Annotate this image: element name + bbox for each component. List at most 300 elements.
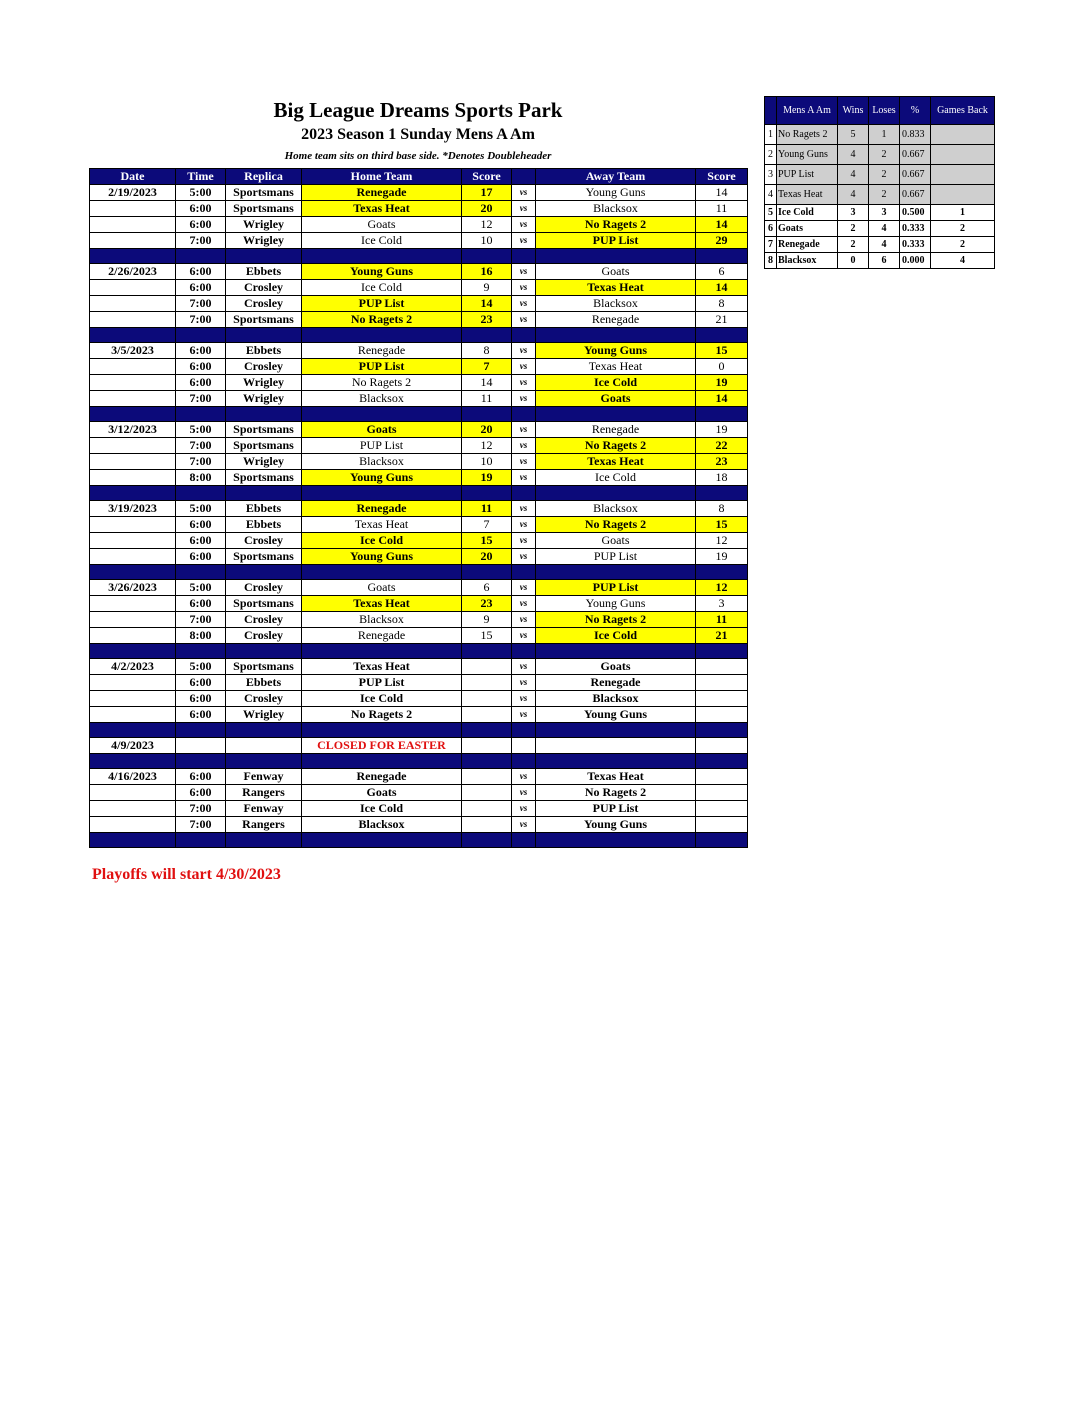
separator-cell [302, 249, 462, 264]
game-row [90, 596, 748, 612]
date-cell: 3/19/2023 [90, 501, 176, 517]
separator-cell [90, 565, 176, 580]
time-cell: 6:00 [176, 280, 226, 296]
replica-cell: Sportsmans [226, 549, 302, 565]
separator-cell [462, 407, 512, 422]
away-score-cell: 29 [696, 233, 748, 249]
away-score-cell [696, 707, 748, 723]
game-row [90, 185, 748, 201]
vs-cell: vs [512, 596, 536, 612]
rank-cell: 5 [765, 205, 777, 221]
home-score-cell: 10 [462, 454, 512, 470]
game-row [90, 707, 748, 723]
games-back-cell [931, 185, 995, 205]
separator-cell [176, 328, 226, 343]
away-score-cell: 14 [696, 391, 748, 407]
header-away-team: Away Team [536, 169, 696, 185]
home-score-cell: 14 [462, 296, 512, 312]
vs-cell: vs [512, 233, 536, 249]
pct-cell: 0.000 [900, 253, 931, 269]
separator-cell [462, 723, 512, 738]
away-team-cell: No Ragets 2 [536, 517, 696, 533]
game-row [90, 769, 748, 785]
separator-cell [512, 833, 536, 848]
away-score-cell: 14 [696, 217, 748, 233]
standings-header-games-back: Games Back [931, 97, 995, 125]
date-cell [90, 233, 176, 249]
away-team-cell: Texas Heat [536, 454, 696, 470]
separator-cell [226, 723, 302, 738]
replica-cell: Wrigley [226, 233, 302, 249]
vs-cell: vs [512, 580, 536, 596]
separator-cell [536, 328, 696, 343]
season-subtitle: 2023 Season 1 Sunday Mens A Am [301, 126, 535, 143]
home-score-cell: 6 [462, 580, 512, 596]
week-separator [90, 754, 748, 769]
away-team-cell: Blacksox [536, 201, 696, 217]
away-score-cell: 18 [696, 470, 748, 486]
home-team-cell: Blacksox [302, 612, 462, 628]
loses-cell: 2 [869, 185, 900, 205]
home-score-cell: 17 [462, 185, 512, 201]
separator-cell [176, 486, 226, 501]
page-title: Big League Dreams Sports Park [273, 98, 563, 122]
vs-cell: vs [512, 675, 536, 691]
time-cell: 8:00 [176, 470, 226, 486]
away-score-cell [696, 738, 748, 754]
separator-cell [536, 644, 696, 659]
separator-cell [226, 644, 302, 659]
time-cell: 6:00 [176, 533, 226, 549]
time-cell: 6:00 [176, 785, 226, 801]
week-separator [90, 833, 748, 848]
vs-cell: vs [512, 707, 536, 723]
pct-cell: 0.667 [900, 165, 931, 185]
time-cell: 8:00 [176, 628, 226, 644]
team-cell: PUP List [777, 165, 838, 185]
replica-cell: Ebbets [226, 343, 302, 359]
separator-cell [512, 486, 536, 501]
rank-cell: 3 [765, 165, 777, 185]
away-team-cell: Young Guns [536, 343, 696, 359]
replica-cell: Ebbets [226, 501, 302, 517]
vs-cell [512, 738, 536, 754]
home-score-cell [462, 707, 512, 723]
home-team-cell: No Ragets 2 [302, 375, 462, 391]
separator-cell [90, 249, 176, 264]
game-row [90, 296, 748, 312]
home-team-cell: PUP List [302, 438, 462, 454]
date-cell [90, 533, 176, 549]
away-team-cell: Blacksox [536, 501, 696, 517]
vs-cell: vs [512, 454, 536, 470]
schedule-note: Home team sits on third base side. *Denotes Doubleheader [284, 150, 552, 162]
away-team-cell: PUP List [536, 549, 696, 565]
wins-cell: 2 [838, 237, 869, 253]
team-cell: Goats [777, 221, 838, 237]
date-cell [90, 691, 176, 707]
game-row [90, 785, 748, 801]
home-team-cell: Goats [302, 217, 462, 233]
replica-cell: Rangers [226, 785, 302, 801]
replica-cell: Crosley [226, 628, 302, 644]
standings-row [765, 237, 995, 253]
separator-cell [226, 328, 302, 343]
standings-body [765, 125, 995, 269]
replica-cell [226, 738, 302, 754]
home-team-cell: Texas Heat [302, 596, 462, 612]
home-score-cell [462, 659, 512, 675]
standings-row [765, 221, 995, 237]
away-team-cell: No Ragets 2 [536, 217, 696, 233]
replica-cell: Sportsmans [226, 422, 302, 438]
standings-table [764, 96, 995, 269]
home-score-cell: 15 [462, 533, 512, 549]
home-team-cell: Young Guns [302, 549, 462, 565]
game-row [90, 628, 748, 644]
date-cell [90, 549, 176, 565]
separator-cell [512, 407, 536, 422]
team-cell: Young Guns [777, 145, 838, 165]
header-away-score: Score [696, 169, 748, 185]
separator-cell [226, 565, 302, 580]
rank-cell: 7 [765, 237, 777, 253]
home-score-cell: 23 [462, 596, 512, 612]
date-cell [90, 438, 176, 454]
standings-header-team: Mens A Am [777, 97, 838, 125]
vs-cell: vs [512, 280, 536, 296]
date-cell: 4/16/2023 [90, 769, 176, 785]
separator-cell [536, 486, 696, 501]
wins-cell: 5 [838, 125, 869, 145]
replica-cell: Sportsmans [226, 596, 302, 612]
home-score-cell: 12 [462, 438, 512, 454]
separator-cell [302, 644, 462, 659]
separator-cell [462, 249, 512, 264]
separator-cell [176, 407, 226, 422]
replica-cell: Ebbets [226, 675, 302, 691]
away-team-cell: Texas Heat [536, 359, 696, 375]
separator-cell [226, 833, 302, 848]
separator-cell [90, 754, 176, 769]
vs-cell: vs [512, 312, 536, 328]
home-team-cell: Young Guns [302, 264, 462, 280]
separator-cell [696, 833, 748, 848]
separator-cell [512, 249, 536, 264]
games-back-cell [931, 145, 995, 165]
separator-cell [536, 565, 696, 580]
away-score-cell: 11 [696, 612, 748, 628]
replica-cell: Sportsmans [226, 185, 302, 201]
home-team-cell: Blacksox [302, 817, 462, 833]
home-score-cell: 23 [462, 312, 512, 328]
vs-cell: vs [512, 296, 536, 312]
separator-cell [696, 565, 748, 580]
home-team-cell: Goats [302, 422, 462, 438]
date-cell [90, 454, 176, 470]
separator-cell [696, 407, 748, 422]
separator-cell [536, 407, 696, 422]
games-back-cell: 1 [931, 205, 995, 221]
separator-cell [302, 328, 462, 343]
away-team-cell: Blacksox [536, 296, 696, 312]
time-cell: 7:00 [176, 801, 226, 817]
home-score-cell: 19 [462, 470, 512, 486]
time-cell: 7:00 [176, 438, 226, 454]
separator-cell [302, 754, 462, 769]
date-cell: 3/12/2023 [90, 422, 176, 438]
date-cell: 2/19/2023 [90, 185, 176, 201]
separator-cell [536, 249, 696, 264]
separator-cell [462, 833, 512, 848]
away-team-cell: No Ragets 2 [536, 438, 696, 454]
away-team-cell: Young Guns [536, 707, 696, 723]
loses-cell: 2 [869, 145, 900, 165]
vs-cell: vs [512, 769, 536, 785]
away-team-cell: Ice Cold [536, 628, 696, 644]
schedule-header-row [90, 169, 748, 185]
closed-notice: CLOSED FOR EASTER [302, 738, 462, 754]
rank-cell: 6 [765, 221, 777, 237]
away-team-cell: Young Guns [536, 185, 696, 201]
separator-cell [512, 328, 536, 343]
week-separator [90, 565, 748, 580]
time-cell: 6:00 [176, 596, 226, 612]
away-score-cell [696, 659, 748, 675]
vs-cell: vs [512, 438, 536, 454]
separator-cell [302, 565, 462, 580]
separator-cell [226, 249, 302, 264]
game-row [90, 580, 748, 596]
replica-cell: Wrigley [226, 217, 302, 233]
time-cell: 5:00 [176, 501, 226, 517]
away-team-cell: PUP List [536, 801, 696, 817]
home-score-cell: 15 [462, 628, 512, 644]
separator-cell [536, 754, 696, 769]
home-score-cell: 7 [462, 517, 512, 533]
date-cell [90, 801, 176, 817]
game-row [90, 217, 748, 233]
home-team-cell: Renegade [302, 185, 462, 201]
date-cell [90, 201, 176, 217]
game-row [90, 375, 748, 391]
date-cell [90, 675, 176, 691]
home-score-cell [462, 769, 512, 785]
away-score-cell: 23 [696, 454, 748, 470]
separator-cell [176, 249, 226, 264]
separator-cell [696, 644, 748, 659]
header-home-score: Score [462, 169, 512, 185]
away-team-cell: Ice Cold [536, 470, 696, 486]
pct-cell: 0.667 [900, 145, 931, 165]
vs-cell: vs [512, 691, 536, 707]
schedule-body [90, 185, 748, 848]
away-team-cell: Renegade [536, 675, 696, 691]
vs-cell: vs [512, 201, 536, 217]
game-row [90, 675, 748, 691]
replica-cell: Crosley [226, 296, 302, 312]
away-team-cell: Texas Heat [536, 280, 696, 296]
home-team-cell: Renegade [302, 501, 462, 517]
vs-cell: vs [512, 185, 536, 201]
separator-cell [90, 723, 176, 738]
loses-cell: 1 [869, 125, 900, 145]
loses-cell: 2 [869, 165, 900, 185]
game-row [90, 533, 748, 549]
loses-cell: 4 [869, 221, 900, 237]
date-cell: 2/26/2023 [90, 264, 176, 280]
time-cell: 7:00 [176, 391, 226, 407]
vs-cell: vs [512, 470, 536, 486]
date-cell [90, 280, 176, 296]
date-cell: 4/9/2023 [90, 738, 176, 754]
home-score-cell [462, 675, 512, 691]
game-row [90, 454, 748, 470]
team-cell: Texas Heat [777, 185, 838, 205]
standings-header-loses: Loses [869, 97, 900, 125]
week-separator [90, 249, 748, 264]
vs-cell: vs [512, 533, 536, 549]
away-team-cell: Goats [536, 391, 696, 407]
replica-cell: Crosley [226, 533, 302, 549]
wins-cell: 4 [838, 165, 869, 185]
vs-cell: vs [512, 612, 536, 628]
replica-cell: Sportsmans [226, 470, 302, 486]
away-score-cell: 8 [696, 296, 748, 312]
away-score-cell: 14 [696, 185, 748, 201]
replica-cell: Sportsmans [226, 201, 302, 217]
team-cell: Ice Cold [777, 205, 838, 221]
time-cell: 7:00 [176, 312, 226, 328]
vs-cell: vs [512, 817, 536, 833]
week-separator [90, 328, 748, 343]
home-score-cell: 10 [462, 233, 512, 249]
home-score-cell: 11 [462, 501, 512, 517]
away-team-cell: Young Guns [536, 596, 696, 612]
away-score-cell: 21 [696, 312, 748, 328]
home-team-cell: Ice Cold [302, 233, 462, 249]
away-score-cell [696, 769, 748, 785]
pct-cell: 0.667 [900, 185, 931, 205]
home-score-cell [462, 785, 512, 801]
game-row [90, 612, 748, 628]
away-score-cell [696, 691, 748, 707]
away-team-cell: Texas Heat [536, 769, 696, 785]
standings-row [765, 205, 995, 221]
date-cell [90, 596, 176, 612]
time-cell: 6:00 [176, 217, 226, 233]
vs-cell: vs [512, 422, 536, 438]
home-team-cell: Renegade [302, 628, 462, 644]
week-separator [90, 644, 748, 659]
separator-cell [696, 754, 748, 769]
separator-cell [226, 486, 302, 501]
away-team-cell: No Ragets 2 [536, 612, 696, 628]
away-team-cell: PUP List [536, 233, 696, 249]
standings-row [765, 145, 995, 165]
home-team-cell: PUP List [302, 675, 462, 691]
time-cell: 6:00 [176, 343, 226, 359]
home-score-cell [462, 801, 512, 817]
week-separator [90, 407, 748, 422]
date-cell [90, 785, 176, 801]
standings-row [765, 125, 995, 145]
standings-header-rank [765, 97, 777, 125]
replica-cell: Ebbets [226, 517, 302, 533]
date-cell [90, 612, 176, 628]
standings-row [765, 253, 995, 269]
home-team-cell: Ice Cold [302, 691, 462, 707]
replica-cell: Wrigley [226, 454, 302, 470]
game-row [90, 233, 748, 249]
away-score-cell [696, 785, 748, 801]
replica-cell: Wrigley [226, 375, 302, 391]
time-cell: 6:00 [176, 517, 226, 533]
replica-cell: Wrigley [226, 707, 302, 723]
pct-cell: 0.500 [900, 205, 931, 221]
replica-cell: Rangers [226, 817, 302, 833]
separator-cell [90, 833, 176, 848]
separator-cell [462, 644, 512, 659]
separator-cell [176, 723, 226, 738]
time-cell: 7:00 [176, 296, 226, 312]
away-team-cell: Ice Cold [536, 375, 696, 391]
away-score-cell: 0 [696, 359, 748, 375]
away-score-cell: 12 [696, 580, 748, 596]
away-score-cell [696, 817, 748, 833]
game-row [90, 549, 748, 565]
away-team-cell: No Ragets 2 [536, 785, 696, 801]
home-score-cell: 16 [462, 264, 512, 280]
separator-cell [90, 644, 176, 659]
away-team-cell: Goats [536, 264, 696, 280]
replica-cell: Sportsmans [226, 312, 302, 328]
home-score-cell: 9 [462, 612, 512, 628]
wins-cell: 4 [838, 185, 869, 205]
game-row [90, 438, 748, 454]
replica-cell: Fenway [226, 769, 302, 785]
loses-cell: 3 [869, 205, 900, 221]
replica-cell: Crosley [226, 691, 302, 707]
home-score-cell: 20 [462, 549, 512, 565]
replica-cell: Wrigley [226, 391, 302, 407]
games-back-cell [931, 125, 995, 145]
games-back-cell: 4 [931, 253, 995, 269]
header-time: Time [176, 169, 226, 185]
time-cell: 5:00 [176, 185, 226, 201]
home-team-cell: Blacksox [302, 391, 462, 407]
team-cell: No Ragets 2 [777, 125, 838, 145]
standings-header-wins: Wins [838, 97, 869, 125]
separator-cell [176, 754, 226, 769]
away-score-cell: 22 [696, 438, 748, 454]
home-score-cell [462, 738, 512, 754]
game-row [90, 691, 748, 707]
separator-cell [696, 723, 748, 738]
date-cell [90, 217, 176, 233]
date-cell [90, 312, 176, 328]
time-cell: 7:00 [176, 454, 226, 470]
header-date: Date [90, 169, 176, 185]
away-score-cell: 21 [696, 628, 748, 644]
replica-cell: Sportsmans [226, 438, 302, 454]
separator-cell [176, 833, 226, 848]
away-team-cell: Goats [536, 659, 696, 675]
away-score-cell: 19 [696, 549, 748, 565]
game-row [90, 201, 748, 217]
date-cell: 4/2/2023 [90, 659, 176, 675]
date-cell [90, 628, 176, 644]
